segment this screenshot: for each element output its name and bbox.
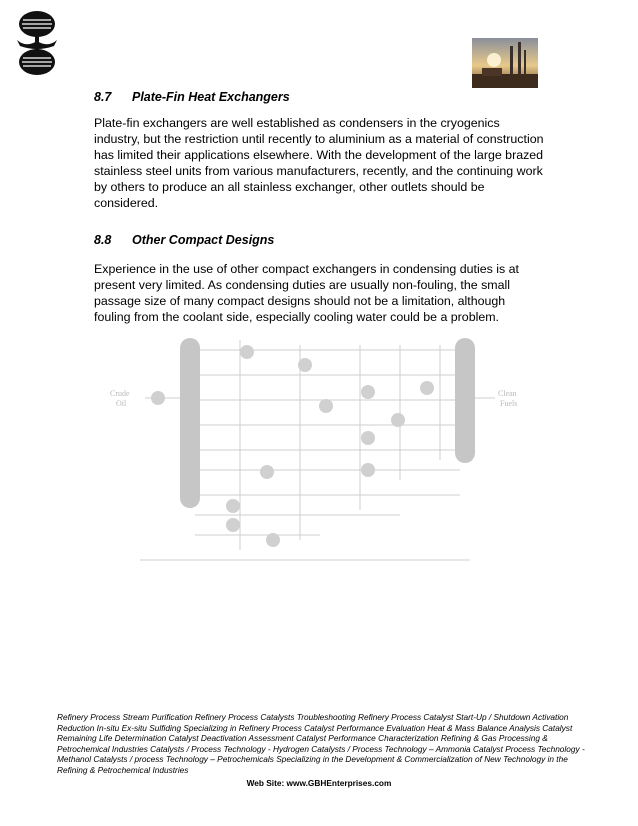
- section-heading: [94, 233, 274, 247]
- product-column: [455, 338, 475, 463]
- footer-website: Web Site: www.GBHEnterprises.com: [246, 778, 392, 788]
- company-logo: [14, 8, 60, 78]
- section-number: 8.8: [94, 233, 112, 247]
- section-heading: [94, 90, 290, 104]
- section-number: 8.7: [94, 90, 112, 104]
- feed-label: Crude: [110, 389, 130, 398]
- refinery-photo: [472, 38, 538, 88]
- section-title: Plate-Fin Heat Exchangers: [132, 90, 290, 104]
- refinery-process-diagram: [100, 320, 540, 570]
- footer-services-text: Refinery Process Stream Purification Refinery Process Catalysts Troubleshooting Refinery Process Catalyst Start-Up / Shutdown Activation Reduction In-situ Ex-situ Sulfiding Specializing in Refinery Process Catalyst Performance Evaluation Heat & Mass Balance Analysis Catalyst Remaining Life Determination Catalyst Deactivation Assessment Catalyst Performance Characterization Refining & Gas Processing & Petrochemical Industries Catalysts / Process Technology - Hydrogen Catalysts / Process Technology – Ammonia Catalyst Process Technology - Methanol Catalysts / process Technology – Petrochemicals Specializing in the Development & Commercialization of New Technology in the Refining & Petrochemical Industries: [57, 712, 585, 775]
- section-body: Plate-fin exchangers are well established as condensers in the cryogenics industry, but the restriction until recently to aluminium as a material of construction has limited their applications elsewhere. With the development of the large brazed stainless steel units from various manufacturers, recently, and the continuing work by others to produce an all stainless exchanger, other outlets should be considered.: [94, 116, 544, 210]
- crude-column: [180, 338, 200, 508]
- feed-label: Oil: [116, 399, 127, 408]
- product-label: Clean: [498, 389, 517, 398]
- section-body: Experience in the use of other compact exchangers in condensing duties is at present very limited. As condensing duties are usually non-fouling, the small passage size of many compact designs should not be a limitation, although fouling from the coolant side, especially cooling water could be a problem.: [94, 262, 519, 324]
- product-label: Fuels: [500, 399, 518, 408]
- section-title: Other Compact Designs: [132, 233, 275, 247]
